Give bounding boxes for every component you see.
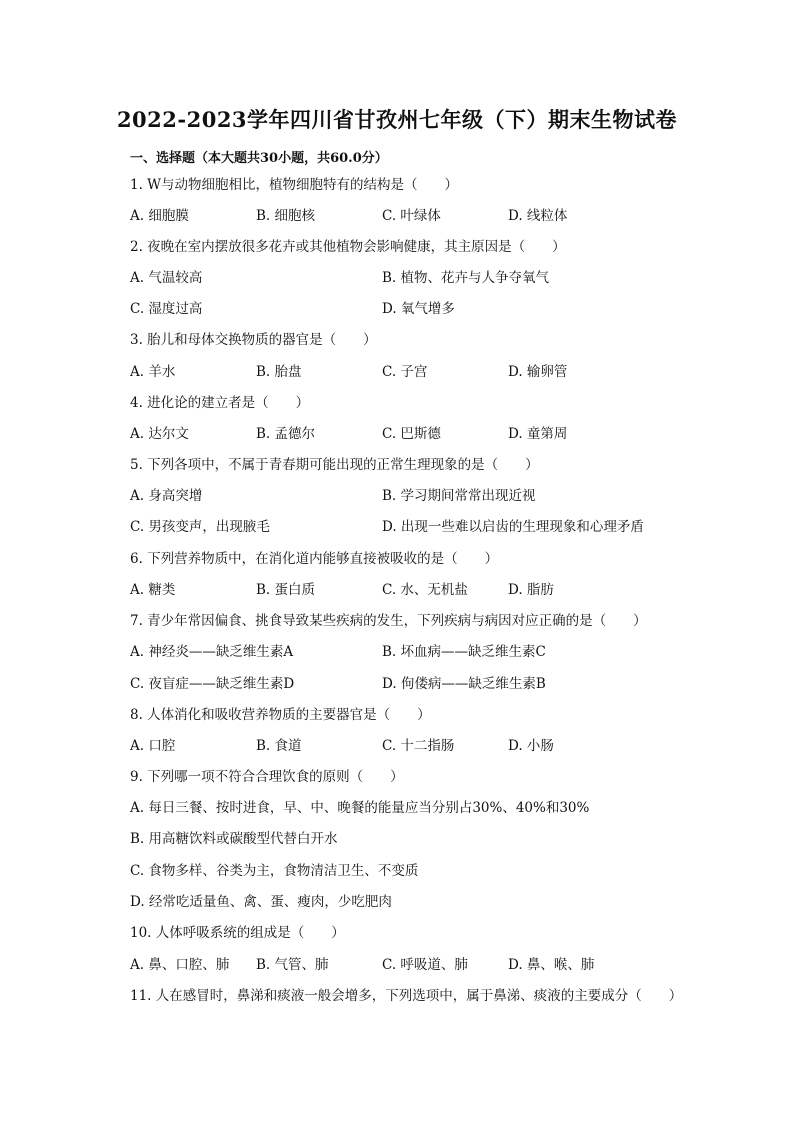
option: D. 线粒体: [508, 208, 568, 224]
option: C. 夜盲症——缺乏维生素D: [130, 676, 295, 692]
option: A. 气温较高: [130, 270, 203, 286]
option: A. 鼻、口腔、肺: [130, 957, 230, 973]
option: D. 经常吃适量鱼、禽、蛋、瘦肉，少吃肥肉: [130, 894, 392, 910]
question-stem: 7. 青少年常因偏食、挑食导致某些疾病的发生，下列疾病与病因对应正确的是（ ）: [130, 613, 647, 629]
option: D. 氧气增多: [382, 301, 455, 317]
question-stem: 5. 下列各项中，不属于青春期可能出现的正常生理现象的是（ ）: [130, 457, 539, 473]
question-stem: 6. 下列营养物质中，在消化道内能够直接被吸收的是（ ）: [130, 551, 499, 567]
question-stem: 10. 人体呼吸系统的组成是（ ）: [130, 925, 345, 941]
exam-title: 2022-2023学年四川省甘孜州七年级（下）期末生物试卷: [116, 107, 678, 132]
option: B. 孟德尔: [256, 426, 316, 442]
option: C. 食物多样、谷类为主，食物清洁卫生、不变质: [130, 863, 419, 879]
option: C. 呼吸道、肺: [382, 957, 468, 973]
option: C. 叶绿体: [382, 208, 441, 224]
option: B. 坏血病——缺乏维生素C: [382, 644, 546, 660]
option: A. 神经炎——缺乏维生素A: [130, 644, 294, 660]
option: A. 口腔: [130, 738, 176, 754]
option: B. 气管、肺: [256, 957, 329, 973]
option: A. 细胞膜: [130, 208, 189, 224]
option: D. 童第周: [508, 426, 568, 442]
option: A. 每日三餐、按时进食，早、中、晚餐的能量应当分别占30%、40%和30%: [130, 800, 590, 816]
question-stem: 2. 夜晚在室内摆放很多花卉或其他植物会影响健康，其主原因是（ ）: [130, 239, 566, 255]
option: B. 植物、花卉与人争夺氧气: [382, 270, 550, 286]
option: D. 输卵管: [508, 364, 568, 380]
option: A. 糖类: [130, 582, 176, 598]
option: D. 鼻、喉、肺: [508, 957, 595, 973]
option: C. 水、无机盐: [382, 582, 468, 598]
option: C. 子宫: [382, 364, 428, 380]
option: B. 细胞核: [256, 208, 316, 224]
option: A. 羊水: [130, 364, 176, 380]
option: A. 达尔文: [130, 426, 189, 442]
option: B. 蛋白质: [256, 582, 316, 598]
option: D. 佝偻病——缺乏维生素B: [382, 676, 546, 692]
question-stem: 8. 人体消化和吸收营养物质的主要器官是（ ）: [130, 707, 431, 723]
option: D. 小肠: [508, 738, 554, 754]
option: C. 男孩变声，出现腋毛: [130, 519, 270, 535]
option: D. 出现一些难以启齿的生理现象和心理矛盾: [382, 519, 644, 535]
section-heading: 一、选择题（本大题共30小题，共60.0分）: [130, 151, 388, 166]
option: C. 十二指肠: [382, 738, 455, 754]
question-stem: 4. 进化论的建立者是（ ）: [130, 395, 310, 411]
option: C. 巴斯德: [382, 426, 441, 442]
question-stem: 1. W与动物细胞相比，植物细胞特有的结构是（ ）: [130, 177, 459, 193]
question-stem: 11. 人在感冒时，鼻涕和痰液一般会增多，下列选项中，属于鼻涕、痰液的主要成分（ ）: [130, 988, 683, 1004]
question-stem: 3. 胎儿和母体交换物质的器官是（ ）: [130, 332, 377, 348]
option: C. 湿度过高: [130, 301, 203, 317]
option: B. 学习期间常常出现近视: [382, 488, 536, 504]
option: D. 脂肪: [508, 582, 554, 598]
option: A. 身高突增: [130, 488, 203, 504]
option: B. 胎盘: [256, 364, 302, 380]
option: B. 用高糖饮料或碳酸型代替白开水: [130, 831, 338, 847]
question-stem: 9. 下列哪一项不符合合理饮食的原则（ ）: [130, 769, 404, 785]
option: B. 食道: [256, 738, 302, 754]
